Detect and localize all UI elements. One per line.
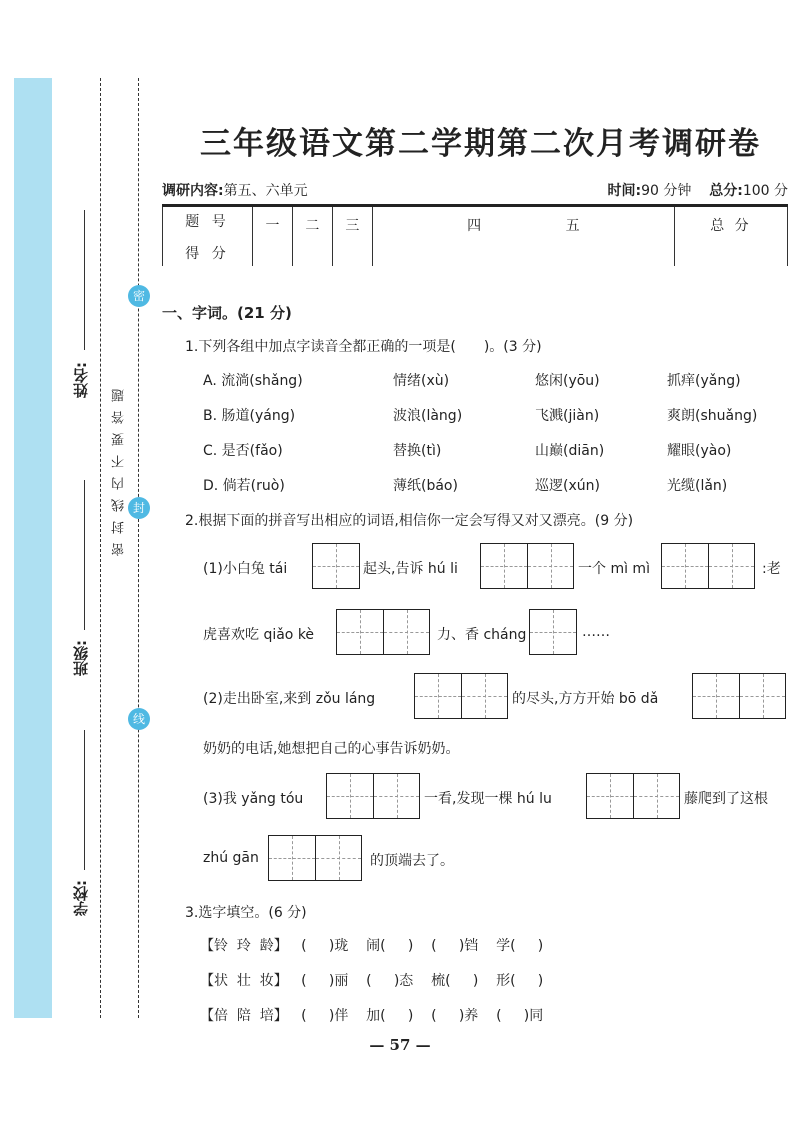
- q3-row-2[interactable]: 【状 壮 妆】 ( )丽 ( )态 梳( ) 形( ): [200, 973, 544, 989]
- q1-option-b-4: 爽朗(shuǎng): [667, 408, 758, 424]
- answer-grid-mimi[interactable]: [661, 543, 755, 589]
- q1-option-d-4: 光缆(lǎn): [667, 478, 728, 494]
- score-col-5: 五: [565, 218, 580, 234]
- answer-grid-hulu[interactable]: [586, 773, 680, 819]
- time-label: 时间:: [607, 183, 642, 199]
- q2-l4-text: 奶奶的电话,她想把自己的心事告诉奶奶。: [203, 741, 460, 757]
- seal-warning: 密封线内不要答题: [112, 380, 127, 556]
- q1-option-a-4: 抓痒(yǎng): [667, 373, 741, 389]
- answer-grid-boda[interactable]: [692, 673, 786, 719]
- q1-option-c-1[interactable]: C. 是否(fǎo): [203, 443, 283, 459]
- answer-grid-tai[interactable]: [312, 543, 360, 589]
- exam-content-info: [162, 180, 308, 200]
- q2-l1-text-b: 起头,告诉 hú li: [363, 561, 458, 577]
- q2-l2-text-a: 虎喜欢吃 qiǎo kè: [203, 627, 315, 643]
- answer-grid-zhugan[interactable]: [268, 835, 362, 881]
- answer-grid-zoulang[interactable]: [414, 673, 508, 719]
- dashed-cut-line: [100, 78, 101, 1018]
- q1-option-a-3: 悠闲(yōu): [535, 373, 600, 389]
- q1-option-b-2: 波浪(làng): [393, 408, 463, 424]
- school-field-line: [84, 730, 85, 870]
- exam-time-info: [608, 180, 788, 200]
- class-field-line: [84, 480, 85, 630]
- q1-option-d-2: 薄纸(báo): [393, 478, 458, 494]
- q1-option-a-2: 情绪(xù): [393, 373, 450, 389]
- q1-option-c-3: 山巅(diān): [535, 443, 605, 459]
- answer-grid-huli[interactable]: [480, 543, 574, 589]
- q3-row-3[interactable]: 【倍 陪 培】 ( )伴 加( ) ( )养 ( )同: [200, 1008, 544, 1024]
- q3-prompt: 3.选字填空。(6 分): [185, 905, 307, 921]
- time-value: 90 分钟: [641, 183, 692, 199]
- score-col-2[interactable]: 二: [292, 206, 332, 267]
- q1-option-b-1[interactable]: B. 肠道(yáng): [203, 408, 296, 424]
- score-value: 100 分: [742, 183, 788, 199]
- q2-l5-text-a: (3)我 yǎng tóu: [203, 791, 304, 807]
- score-col-3[interactable]: 三: [332, 206, 372, 267]
- content-value: 第五、六单元: [223, 183, 308, 199]
- q2-l3-text-b: 的尽头,方方开始 bō dǎ: [512, 691, 659, 707]
- content-label: 调研内容:: [162, 183, 224, 199]
- answer-grid-yangtou[interactable]: [326, 773, 420, 819]
- dashed-cut-line: [138, 78, 139, 1018]
- q2-l1-text-c: 一个 mì mì: [578, 561, 650, 577]
- q2-l6-text-a: zhú gān: [203, 850, 259, 866]
- q1-prompt: 1.下列各组中加点字读音全都正确的一项是( )。(3 分): [185, 339, 542, 355]
- q2-l1-text-a: (1)小白兔 tái: [203, 561, 288, 577]
- score-col-total[interactable]: 总 分: [674, 206, 787, 267]
- class-label: 班级:: [72, 640, 90, 676]
- question-number-label: 题 号 得 分: [163, 206, 253, 267]
- q2-l5-text-c: 藤爬到了这根: [684, 791, 768, 807]
- score-label: 总分:: [709, 183, 743, 199]
- score-col-4-5[interactable]: 四 五: [372, 206, 674, 267]
- q2-l2-text-b: 力、香 cháng: [437, 627, 527, 643]
- score-row-label: 得 分: [185, 245, 230, 262]
- q1-option-b-3: 飞溅(jiàn): [535, 408, 600, 424]
- q2-l1-text-d: :老: [762, 561, 781, 577]
- school-label: 学校:: [72, 880, 90, 916]
- page-title: 三年级语文第二学期第二次月考调研卷: [200, 126, 761, 162]
- q2-l2-text-c: ……: [582, 624, 610, 640]
- q1-option-c-2: 替换(tì): [393, 443, 442, 459]
- q1-option-d-1[interactable]: D. 倘若(ruò): [203, 478, 285, 494]
- page-number: — 57 —: [369, 1036, 431, 1054]
- q2-l5-text-b: 一看,发现一棵 hú lu: [424, 791, 552, 807]
- name-label: 姓名:: [72, 362, 90, 398]
- answer-grid-qiaoke[interactable]: [336, 609, 430, 655]
- q1-option-c-4: 耀眼(yào): [667, 443, 732, 459]
- name-field-line: [84, 210, 85, 350]
- q1-option-a-1[interactable]: A. 流淌(shǎng): [203, 373, 303, 389]
- score-col-1[interactable]: 一: [253, 206, 293, 267]
- seal-mark-mi: 密: [128, 285, 150, 307]
- q2-prompt: 2.根据下面的拼音写出相应的词语,相信你一定会写得又对又漂亮。(9 分): [185, 513, 634, 529]
- binding-strip: [14, 78, 52, 1018]
- q2-l3-text-a: (2)走出卧室,来到 zǒu láng: [203, 691, 376, 707]
- q3-row-1[interactable]: 【铃 玲 龄】 ( )珑 闹( ) ( )铛 学( ): [200, 938, 544, 954]
- q1-option-d-3: 巡逻(xún): [535, 478, 600, 494]
- seal-mark-feng: 封: [128, 497, 150, 519]
- answer-grid-chang[interactable]: [529, 609, 577, 655]
- seal-mark-xian: 线: [128, 708, 150, 730]
- q2-l6-text-b: 的顶端去了。: [370, 853, 454, 869]
- score-table: [162, 204, 788, 266]
- section-1-title: 一、字词。(21 分): [162, 304, 292, 322]
